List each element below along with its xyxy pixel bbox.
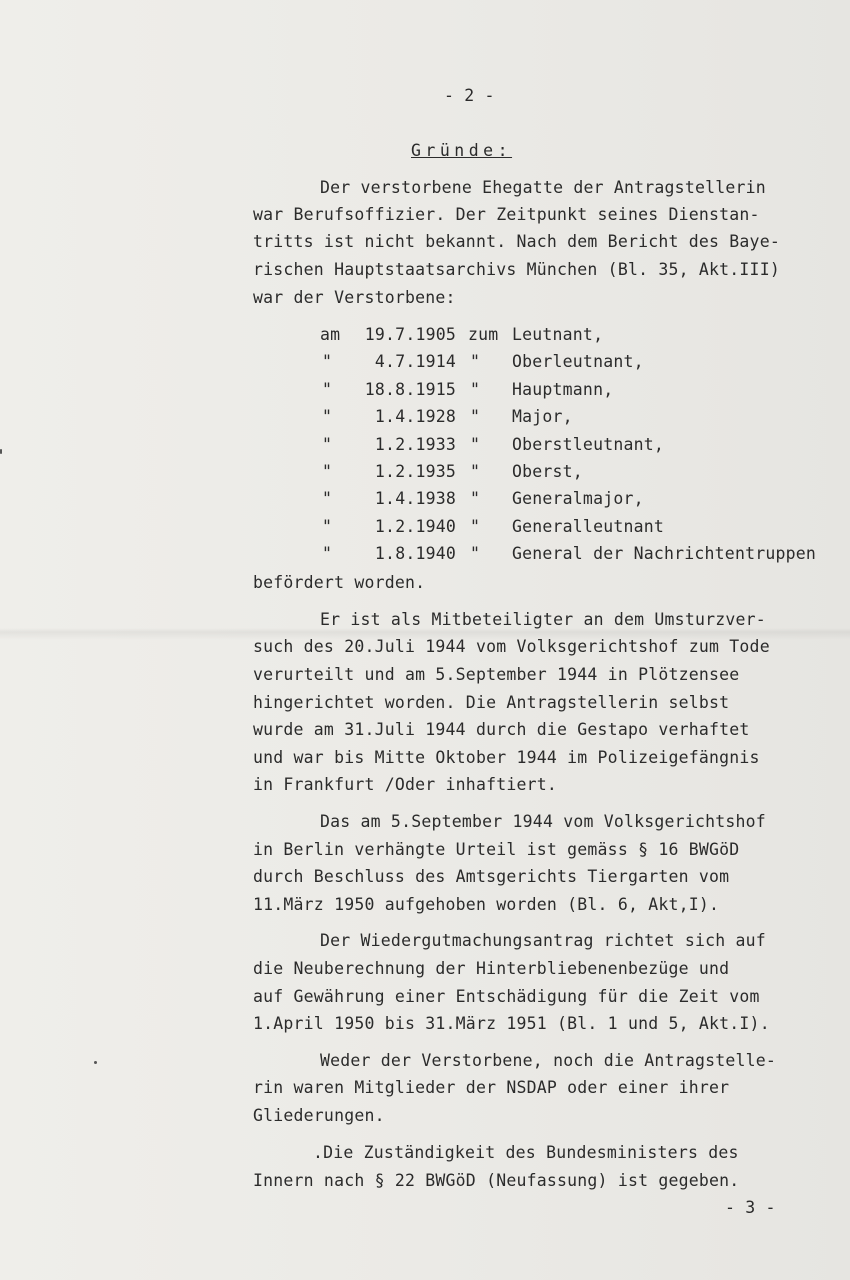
promotion-rank: Oberleutnant, <box>512 352 644 371</box>
promotion-word: " <box>470 462 481 481</box>
promotion-date: 4.7.1914 <box>374 352 456 371</box>
paragraph2-line: hingerichtet worden. Die Antragstellerin selbst <box>253 693 730 712</box>
paragraph2-line: in Frankfurt /Oder inhaftiert. <box>253 775 558 794</box>
promotion-word: " <box>470 544 481 563</box>
promotion-prefix: " <box>322 462 333 481</box>
paragraph1-line: tritts ist nicht bekannt. Nach dem Bericht des Baye- <box>253 232 780 251</box>
promotion-end: befördert worden. <box>253 573 426 592</box>
promotion-prefix: " <box>322 517 333 536</box>
promotion-rank: General der Nachrichtentruppen <box>512 544 817 563</box>
promotion-word: " <box>470 435 481 454</box>
promotion-prefix: am <box>320 325 341 344</box>
paragraph2-line: verurteilt und am 5.September 1944 in Plötzensee <box>253 665 740 684</box>
promotion-word: " <box>470 489 481 508</box>
promotion-prefix: " <box>322 544 333 563</box>
paragraph5-line: rin waren Mitglieder der NSDAP oder einer ihrer <box>253 1078 730 1097</box>
paragraph6-line: .Die Zuständigkeit des Bundesministers des <box>313 1143 739 1162</box>
promotion-word: " <box>470 380 481 399</box>
paragraph1-line: Der verstorbene Ehegatte der Antragstellerin <box>320 178 766 197</box>
paragraph2-line: such des 20.Juli 1944 vom Volksgerichtshof zum Tode <box>253 637 770 656</box>
promotion-date: 1.2.1935 <box>374 462 456 481</box>
promotion-date: 1.8.1940 <box>374 544 456 563</box>
promotion-prefix: " <box>322 352 333 371</box>
promotion-date: 19.7.1905 <box>364 325 456 344</box>
paragraph5-line: Weder der Verstorbene, noch die Antragstelle- <box>320 1051 777 1070</box>
promotion-rank: Generalmajor, <box>512 489 644 508</box>
promotion-word: zum <box>468 325 499 344</box>
paragraph3-line: durch Beschluss des Amtsgerichts Tiergarten vom <box>253 867 730 886</box>
paragraph2-line: und war bis Mitte Oktober 1944 im Polizeigefängnis <box>253 748 760 767</box>
promotion-prefix: " <box>322 380 333 399</box>
paragraph3-line: Das am 5.September 1944 vom Volksgerichtshof <box>320 812 766 831</box>
promotion-rank: Leutnant, <box>512 325 604 344</box>
promotion-date: 1.4.1928 <box>374 407 456 426</box>
paper-speck <box>0 449 2 454</box>
paragraph4-line: 1.April 1950 bis 31.März 1951 (Bl. 1 und 5, Akt.I). <box>253 1014 770 1033</box>
promotion-rank: Hauptmann, <box>512 380 614 399</box>
paragraph6-line: Innern nach § 22 BWGöD (Neufassung) ist gegeben. <box>253 1171 740 1190</box>
promotion-date: 18.8.1915 <box>364 380 456 399</box>
paper-speck <box>94 1061 97 1064</box>
promotion-rank: Oberst, <box>512 462 583 481</box>
paragraph4-line: die Neuberechnung der Hinterbliebenenbezüge und <box>253 959 730 978</box>
paragraph4-line: auf Gewährung einer Entschädigung für die Zeit vom <box>253 987 760 1006</box>
promotion-date: 1.2.1940 <box>374 517 456 536</box>
promotion-prefix: " <box>322 435 333 454</box>
promotion-word: " <box>470 407 481 426</box>
promotion-word: " <box>470 517 481 536</box>
promotion-rank: Oberstleutnant, <box>512 435 665 454</box>
next-page-number: - 3 - <box>725 1198 776 1217</box>
paragraph2-line: Er ist als Mitbeteiligter an dem Umsturzver- <box>320 610 766 629</box>
page-number: - 2 - <box>444 86 495 105</box>
paragraph3-line: 11.März 1950 aufgehoben worden (Bl. 6, Akt,I). <box>253 895 720 914</box>
promotion-prefix: " <box>322 407 333 426</box>
paragraph1-line: war Berufsoffizier. Der Zeitpunkt seines Dienstan- <box>253 205 760 224</box>
promotion-prefix: " <box>322 489 333 508</box>
promotion-rank: Generalleutnant <box>512 517 665 536</box>
section-heading: Gründe: <box>411 141 513 160</box>
promotion-rank: Major, <box>512 407 573 426</box>
paragraph3-line: in Berlin verhängte Urteil ist gemäss § 16 BWGöD <box>253 840 740 859</box>
promotion-word: " <box>470 352 481 371</box>
paragraph1-line: rischen Hauptstaatsarchivs München (Bl. 35, Akt.III) <box>253 260 780 279</box>
promotion-date: 1.2.1933 <box>374 435 456 454</box>
promotion-date: 1.4.1938 <box>374 489 456 508</box>
paragraph5-line: Gliederungen. <box>253 1106 385 1125</box>
paragraph4-line: Der Wiedergutmachungsantrag richtet sich auf <box>320 931 766 950</box>
paragraph2-line: wurde am 31.Juli 1944 durch die Gestapo verhaftet <box>253 720 750 739</box>
paragraph1-line: war der Verstorbene: <box>253 288 456 307</box>
